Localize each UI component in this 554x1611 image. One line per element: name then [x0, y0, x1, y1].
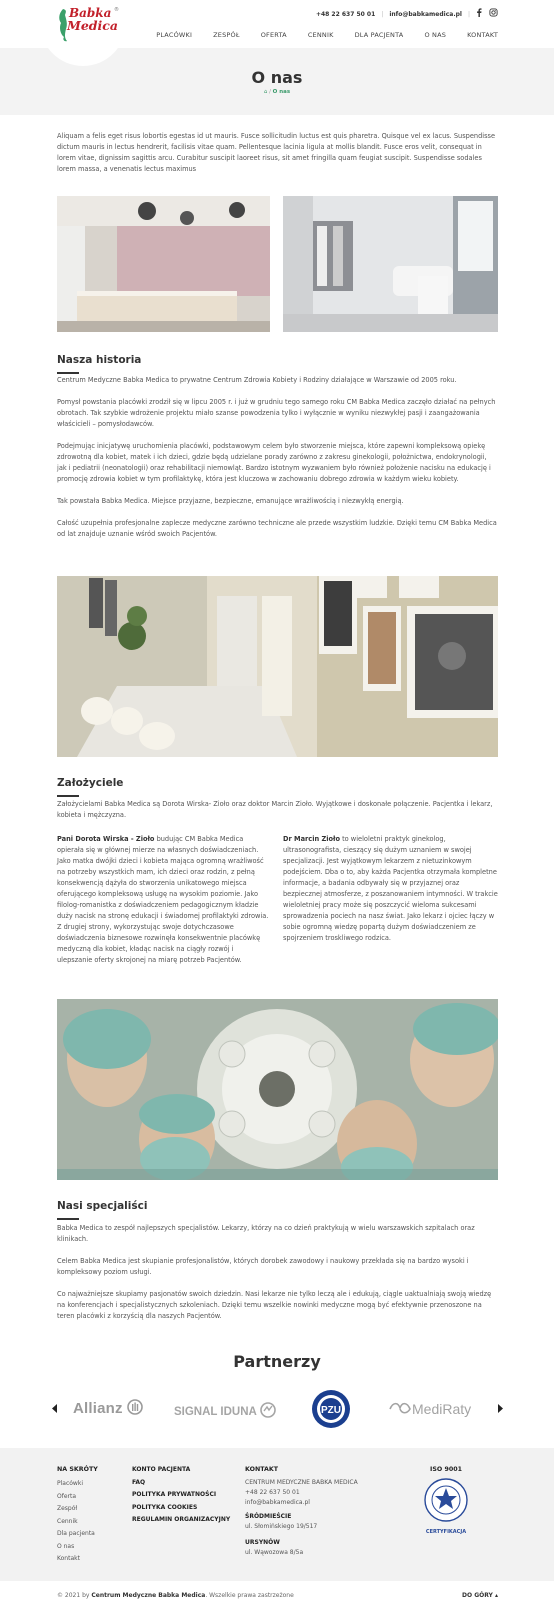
reception-photo	[57, 196, 270, 332]
footer-contact	[245, 1464, 358, 1558]
founders-heading: Założyciele	[57, 777, 124, 789]
founder-left-text: budując CM Babka Medica opierała się w głównej mierze na własnych doświadczeniach. Jako matka dwójki dzieci i kobieta mająca ogromną wrażliwość na potrzeby wszystkich mam, ich dzieci oraz rodzin, z pełną konsekwencją dążyła do stworzenia unikatowego miejsca oferującego kompleksową usługę na wysokim poziomie. Jako filolog-romanistka z doświadczeniem pedagogicznym kładzie duży nacisk na stronę edukacji i świadomej profilaktyki zdrowia. Z drugiej strony, wykorzystując swoje dotychczasowe doświadczenia biznesowe rozwinęła konsekwentnie placówkę medyczną dla kobiet, kładąc nacisk na ciągły rozwój i ulepszanie oferty skrojonej na miarę potrzeb Pacjentów.	[57, 835, 269, 964]
cert-label: CERTYFIKACJA	[425, 1528, 467, 1535]
history-p5: Całość uzupełnia profesjonalne zaplecze medyczne zarówno techniczne ale przede wszystkim ludzkie. Dzięki temu CM Babka Medica od lat znajduje uznanie wśród swoich Pacjentów.	[57, 519, 497, 538]
arrow-up-icon: ▴	[494, 1592, 498, 1599]
svg-text:PZU: PZU	[321, 1405, 341, 1416]
specialists-p2: Celem Babka Medica jest skupianie profesjonalistów, których dorobek zawodowy i naukowy przekłada się na bardzo wysoki i kompleksowy poziom usługi.	[57, 1257, 469, 1276]
specialists-p1: Babka Medica to zespół najlepszych specjalistów. Lekarzy, którzy na co dzień praktykują w wielu warszawskich szpitalach oraz klinikach.	[57, 1224, 475, 1243]
carousel-next-icon[interactable]	[497, 1404, 503, 1417]
footer-link[interactable]: Zespół	[57, 1505, 78, 1512]
corridor-photo	[57, 576, 498, 757]
founder-left	[57, 834, 269, 966]
instagram-icon[interactable]	[489, 8, 498, 20]
cert-title: ISO 9001	[430, 1466, 462, 1473]
history-p2: Pomysł powstania placówki zrodził się w lipcu 2005 r. i już w grudniu tego samego roku CM Babka Medica zaczęło działać na pełnych obrotach. Tak szybkie wdrożenie projektu miało szanse powodzenia tylko i wyłącznie w wyniku niezwykłej pasji i zaangażowania właścicieli – pomysłodawców.	[57, 398, 496, 428]
founder-right	[283, 834, 498, 944]
footer-certificate	[418, 1464, 474, 1536]
page-title: O nas	[251, 68, 303, 87]
partner-logo-allianz[interactable]: Allianz	[73, 1397, 143, 1420]
partner-logo-pzu[interactable]	[311, 1389, 351, 1433]
history-p4: Tak powstała Babka Medica. Miejsce przyjazne, bezpieczne, emanujące wrażliwością i niezwykłą energią.	[57, 497, 404, 505]
facebook-icon[interactable]	[476, 8, 482, 20]
home-icon[interactable]: ⌂	[263, 89, 268, 95]
certificate-seal-icon	[424, 1478, 468, 1522]
header-phone[interactable]: +48 22 637 50 01	[315, 10, 376, 18]
history-heading: Nasza historia	[57, 354, 142, 366]
back-to-top-link[interactable]: DO GÓRY ▴	[462, 1592, 498, 1599]
footer-link[interactable]: O nas	[57, 1542, 75, 1550]
nav-item-dla-pacjenta[interactable]: DLA PACJENTA	[354, 31, 404, 39]
nav-item-zespol[interactable]: ZESPÓŁ	[213, 31, 240, 39]
nav-item-cennik[interactable]: CENNIK	[307, 31, 334, 39]
history-p1: Centrum Medyczne Babka Medica to prywatne Centrum Zdrowia Kobiety i Rodziny działające w Warszawie od 2005 roku.	[57, 376, 457, 384]
nav-item-placowki[interactable]: PLACÓWKI	[156, 31, 193, 39]
footer-link-privacy[interactable]: POLITYKA PRYWATNOŚCI	[132, 1491, 217, 1498]
footer-link-patient-account[interactable]: KONTO PACJENTA	[132, 1466, 191, 1473]
footer-link[interactable]: Cennik	[57, 1517, 78, 1525]
intro-text: Aliquam a felis eget risus lobortis egestas id ut mauris. Fusce sollicitudin luctus est quis pharetra. Quisque vel ex lacus. Suspendisse dictum mauris in lectus hendrerit, facilisis vitae quam. Pellentesque lacinia ligula at mollis blandit. Fusce eros velit, consequat in lorem vitae, dignissim sagittis arcu. Curabitur suscipit laoreet risus, sit amet fringilla quam feugiat suscipit. Suspendisse sodales lorem massa, a venenatis lectus maximus	[57, 132, 496, 173]
nav-item-o-nas[interactable]: O NAS	[424, 31, 447, 39]
bottom-bar	[0, 1581, 554, 1611]
specialists-heading: Nasi specjaliści	[57, 1200, 148, 1212]
site-footer	[0, 1448, 554, 1581]
footer-link[interactable]: Placówki	[57, 1480, 83, 1487]
logo[interactable]	[57, 7, 123, 43]
footer-location-2: URSYNÓW	[245, 1539, 280, 1546]
carousel-prev-icon[interactable]	[52, 1404, 58, 1417]
nav-item-oferta[interactable]: OFERTA	[260, 31, 287, 39]
footer-location-1-address: ul. Słomińskiego 19/517	[245, 1523, 318, 1530]
history-p3: Podejmując inicjatywę uruchomienia placówki, podstawowym celem było stworzenie miejsca, które zapewni kompleksową opiekę zdrowotną dla kobiet, matek i ich dzieci, gdzie będą udzielane porady zarówno z zakresu ginekologii, położnictwa, endokrynologii, jak i pediatrii (neonatologii) oraz rehabilitacji niemowląt. Bardzo istotnym wyzwaniem było również położenie nacisku na edukację i promocję zdrowia kobiet w tym profilaktykę, która jest kluczowa w zachowaniu dobrego zdrowia w każdym wieku kobiety.	[57, 442, 491, 483]
footer-shortcuts	[57, 1464, 98, 1566]
logo-text-1: Babka	[69, 6, 112, 20]
footer-shortcuts-title: NA SKRÓTY	[57, 1466, 98, 1473]
footer-location-2-address: ul. Wąwozowa 8/5a	[245, 1549, 304, 1556]
footer-link[interactable]: Kontakt	[57, 1555, 80, 1562]
footer-link[interactable]: Dla pacjenta	[57, 1530, 95, 1537]
footer-link-cookies[interactable]: POLITYKA COOKIES	[132, 1503, 198, 1511]
founder-left-name: Pani Dorota Wirska - Zioło	[57, 835, 155, 843]
footer-link-regulations[interactable]: REGULAMIN ORGANIZACYJNY	[132, 1516, 231, 1523]
partner-logo-signal-iduna[interactable]: SIGNAL IDUNA	[174, 1402, 276, 1422]
breadcrumb-current: O nas	[272, 89, 291, 95]
office-photo	[283, 196, 498, 332]
footer-policies	[132, 1464, 230, 1527]
partners-heading: Partnerzy	[233, 1352, 321, 1371]
copyright: © 2021 by Centrum Medyczne Babka Medica. Wszelkie prawa zastrzeżone	[57, 1592, 294, 1599]
breadcrumb: ⌂ / O nas	[263, 89, 291, 95]
founder-right-text: to wieloletni praktyk ginekolog, ultrasonografista, cieszący się dużym uznaniem w swojej specjalizacji. Jest wyjątkowym lekarzem z nietuzinkowym podejściem. Dba o to, aby każda Pacjentka otrzymała kompletne informacje, a badania odbywały się w przyjaznej oraz bezpiecznej atmosferze, z poszanowaniem intymności. W trakcie wieloletniej pracy może się poszczycić wieloma sukcesami sprowadzenia pociech na nasz świat. Jako lekarz i ojciec łączy w sobie ogromną wiedzę popartą dużym doświadczeniem ze spojrzeniem troskliwego rodzica.	[283, 835, 498, 942]
footer-contact-title: KONTAKT	[245, 1466, 279, 1473]
footer-link[interactable]: Oferta	[57, 1492, 77, 1500]
specialists-p3: Co najważniejsze skupiamy pasjonatów swoich dziedzin. Nasi lekarze nie tylko leczą ale i edukują, ciągle uaktualniają swoją wiedzę na konferencjach i specjalistycznych szkoleniach. Dzięki temu wszelkie nowinki medyczne mogą być efektywnie przenoszone na teren placówki z korzyścią dla naszych Pacjentów.	[57, 1290, 492, 1320]
nav-item-kontakt[interactable]: KONTAKT	[467, 31, 498, 39]
founder-right-name: Dr Marcin Zioło	[283, 835, 340, 843]
footer-email[interactable]: info@babkamedica.pl	[245, 1499, 310, 1506]
footer-location-1: ŚRÓDMIEŚCIE	[245, 1513, 292, 1520]
footer-company: CENTRUM MEDYCZNE BABKA MEDICA	[245, 1479, 358, 1486]
partner-logo-mediraty[interactable]: MediRaty	[388, 1399, 471, 1421]
founders-intro: Założycielami Babka Medica są Dorota Wirska- Zioło oraz doktor Marcin Zioło. Wyjątkowe i doskonałe połączenie. Pacjentka i lekarz, kobieta i mężczyzna.	[57, 800, 493, 819]
surgeons-photo	[57, 999, 498, 1180]
header-email[interactable]: info@babkamedica.pl	[389, 10, 462, 18]
footer-link-faq[interactable]: FAQ	[132, 1478, 146, 1486]
logo-text-2: Medica	[67, 18, 118, 33]
footer-phone[interactable]: +48 22 637 50 01	[245, 1489, 300, 1496]
top-bar: +48 22 637 50 01 | info@babkamedica.pl |	[316, 8, 498, 20]
main-nav	[156, 30, 498, 40]
logo-registered: ®	[114, 7, 119, 13]
